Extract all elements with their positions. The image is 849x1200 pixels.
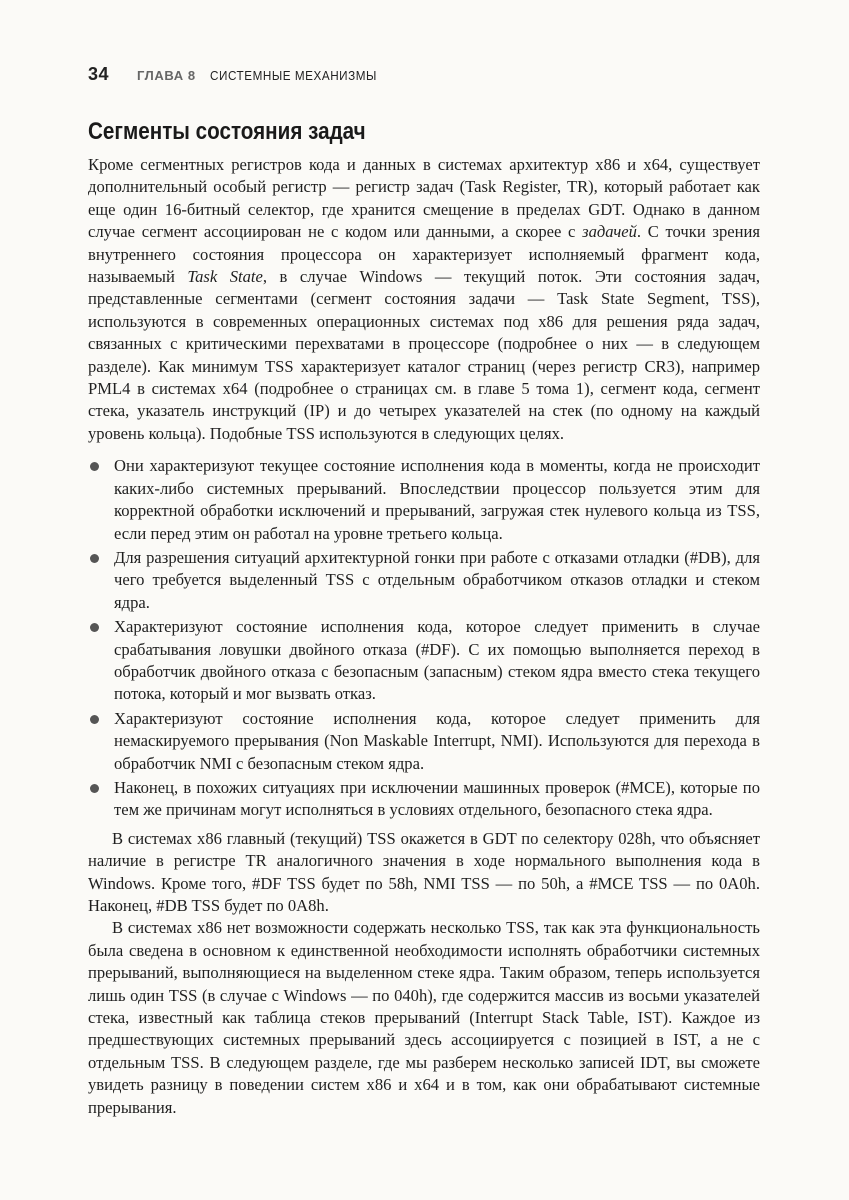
intro-emphasis-1: задачей (582, 222, 637, 242)
bullet-dot-icon (90, 715, 99, 724)
bullet-text: Наконец, в похожих ситуациях при исключении машинных проверок (#MCE), которые по тем же причинам могут исполняться в условиях отдельного, безопасного стека ядра. (114, 777, 760, 820)
paragraph: В системах x86 нет возможности содержать несколько TSS, так как эта функциональность была сведена в основном к единственной необходимости исполнять обработчики системных прерываний, выполняющиеся на выделенном стеке ядра. Таким образом, теперь используется лишь один TSS (в случае с Windows — по 040h), где содержится массив из восьми указателей стека, известный как таблица стеков прерываний (Interrupt Stack Table, IST). Каждое из предшествующих системных прерываний здесь ассоциируется с позицией в IST, а не с отдельным TSS. В следующем разделе, где мы разберем несколько записей IDT, вы сможете увидеть разницу в поведении систем x86 и x64 и в том, как они обрабатывают системные прерывания. (88, 918, 760, 1117)
bullet-item (88, 777, 760, 822)
bullet-dot-icon (90, 623, 99, 632)
intro-text-2: . С точки зрения внутреннего состояния процессора он характеризует исполняемый фрагмент кода, называемый (88, 222, 760, 287)
paragraph: В системах x86 главный (текущий) TSS окажется в GDT по селектору 028h, что объясняет наличие в регистре TR аналогичного значения в ходе нормального выполнения кода в Windows. Кроме того, #DF TSS будет по 58h, NMI TSS — по 50h, а #MCE TSS — по 0A0h. Наконец, #DB TSS будет по 0A8h. (88, 828, 760, 915)
chapter-label: ГЛАВА 8 (137, 68, 196, 83)
bullet-dot-icon (90, 462, 99, 471)
section-title: Сегменты состояния задач (88, 118, 366, 145)
bullet-item (88, 455, 760, 545)
intro-text-1: Кроме сегментных регистров кода и данных в системах архитектур x86 и x64, существует дополнительный особый регистр — регистр задач (Task Register, TR), который работает как еще один 16-битный селектор, где хранится смещение в пределах GDT. Однако в данном случае сегмент ассоциирован не с кодом или данными, а скорее с (88, 155, 760, 242)
bullet-text: Для разрешения ситуаций архитектурной гонки при работе с отказами отладки (#DB), для чего требуется выделенный TSS с отдельным обработчиком отказов отладки и стеком ядра. (114, 547, 760, 612)
intro-emphasis-2: Task State (187, 267, 263, 287)
chapter-title: СИСТЕМНЫЕ МЕХАНИЗМЫ (209, 68, 377, 83)
bullet-item (88, 616, 760, 706)
bullet-dot-icon (90, 784, 99, 793)
page-number: 34 (88, 64, 110, 84)
body-text (88, 154, 760, 1119)
bullet-text: Они характеризуют текущее состояние исполнения кода в моменты, когда не происходит каких-либо системных прерываний. Впоследствии процессор пользуется этим для корректной обработки исключений и прерываний, загружая стек нулевого кольца из TSS, если перед этим он работал на уровне третьего кольца. (114, 456, 760, 543)
intro-text-3: , в случае Windows — текущий поток. Эти состояния задач, представленные сегментами (сегмент состояния задачи — Task State Segment, TSS), используются в современных операционных системах под x86 для решения ряда задач, связанных с критическими перехватами в процессоре (подробнее о них — в следующем разделе). Как минимум TSS характеризует каталог страниц (через регистр CR3), например PML4 в системах x64 (подробнее о страницах см. в главе 5 тома 1), сегмент кода, сегмент стека, указатель инструкций (IP) и до четырех указателей на стек (по одному на каждый уровень кольца). Подобные TSS используются в следующих целях. (88, 267, 760, 443)
running-header (88, 64, 761, 90)
bullet-list (88, 455, 760, 822)
bullet-item (88, 708, 760, 775)
bullet-item (88, 547, 760, 614)
bullet-text: Характеризуют состояние исполнения кода, которое следует применить для немаскируемого прерывания (Non Maskable Interrupt, NMI). Используются для перехода в обработчик NMI с безопасным стеком ядра. (114, 708, 760, 773)
bullet-text: Характеризуют состояние исполнения кода, которое следует применить в случае срабатывания ловушки двойного отказа (#DF). С их помощью выполняется переход в обработчик двойного отказа с безопасным (запасным) стеком ядра вместо стека текущего потока, который и мог вызвать отказ. (114, 617, 760, 704)
intro-paragraph (88, 154, 760, 445)
bullet-dot-icon (90, 554, 99, 563)
